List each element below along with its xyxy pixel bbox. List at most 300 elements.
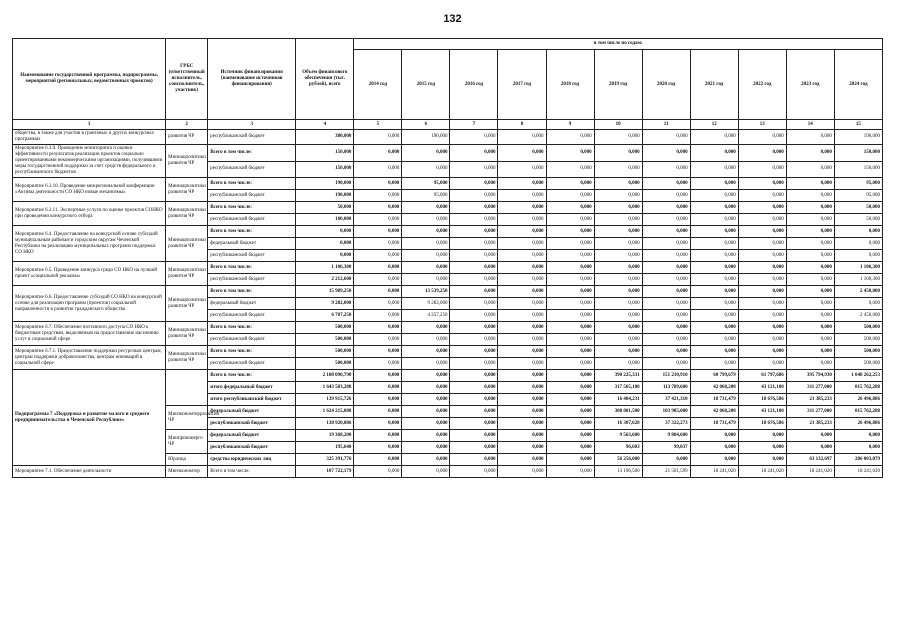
year-value-cell: 308 001,500 [594,406,642,418]
year-value-cell: 0,000 [738,262,786,274]
year-value-cell: 390 225,331 [594,370,642,382]
year-value-cell: 0,000 [354,418,402,430]
year-value-cell: 61 797,686 [738,370,786,382]
year-value-cell: 0,000 [738,298,786,310]
year-value-cell: 1 048 262,253 [834,370,882,382]
year-value-cell: 0,000 [498,382,546,394]
year-value-cell: 26 496,886 [834,418,882,430]
year-value-cell: 0,000 [738,130,786,145]
year-value-cell: 0,000 [354,322,402,334]
source-cell: республиканский бюджет [208,334,296,346]
year-value-cell: 0,000 [546,250,594,262]
table-row [13,130,883,145]
year-value-cell: 0,000 [498,442,546,454]
year-value-cell: 0,000 [498,406,546,418]
year-value-cell: 0,000 [354,382,402,394]
volume-cell: 139 915,726 [296,394,354,406]
year-value-cell: 0,000 [498,466,546,478]
volume-cell: 500,000 [296,322,354,334]
year-value-cell: 0,000 [354,286,402,298]
year-value-cell: 18 731,479 [690,394,738,406]
year-value-cell: 0,000 [450,406,498,418]
volume-cell: 0,000 [296,238,354,250]
year-value-cell: 0,000 [642,334,690,346]
year-value-cell: 9 563,600 [594,430,642,442]
year-value-cell: 0,000 [450,298,498,310]
year-value-cell: 0,000 [546,145,594,162]
year-value-cell: 0,000 [402,226,450,238]
year-value-cell: 0,000 [402,406,450,418]
year-value-cell: 0,000 [594,358,642,370]
year-value-cell: 500,000 [834,358,882,370]
year-value-cell: 4 257,250 [402,310,450,322]
year-value-cell: 815 762,288 [834,406,882,418]
column-index: 12 [690,120,738,130]
year-value-cell: 0,000 [546,178,594,190]
year-value-cell: 18 676,586 [738,394,786,406]
year-value-cell: 0,000 [546,226,594,238]
year-value-cell: 0,000 [690,286,738,298]
year-value-cell: 0,000 [546,274,594,286]
year-value-cell: 0,000 [738,322,786,334]
source-cell: республиканский бюджет [208,250,296,262]
year-value-cell: 0,000 [546,394,594,406]
year-value-cell: 0,000 [354,370,402,382]
year-value-cell: 0,000 [498,370,546,382]
year-value-cell: 9 804,600 [642,430,690,442]
year-value-cell: 0,000 [498,286,546,298]
year-value-cell: 0,000 [786,430,834,442]
year-value-cell: 311 277,000 [786,406,834,418]
year-value-cell: 0,000 [354,334,402,346]
year-value-cell: 0,000 [450,178,498,190]
year-value-cell: 0,000 [402,274,450,286]
volume-cell: 15 989,250 [296,286,354,298]
year-value-cell: 815 762,288 [834,382,882,394]
table-row [13,370,883,382]
year-value-cell: 0,000 [354,394,402,406]
year-value-cell: 0,000 [834,430,882,442]
volume-cell: 0,000 [296,250,354,262]
year-value-cell: 0,000 [498,394,546,406]
grbs-cell: развития ЧР [166,130,208,145]
year-value-cell: 0,000 [738,202,786,214]
volume-cell: 1 106,300 [296,262,354,274]
year-value-cell: 0,000 [354,430,402,442]
year-value-cell: 0,000 [642,454,690,466]
year-value-cell: 0,000 [690,214,738,226]
year-value-cell: 0,000 [354,454,402,466]
year-value-cell: 0,000 [834,298,882,310]
column-index: 7 [450,120,498,130]
year-value-cell: 0,000 [450,202,498,214]
year-value-cell: 0,000 [354,161,402,178]
year-value-cell: 63 132,697 [786,454,834,466]
year-value-cell: 113 789,600 [642,382,690,394]
year-value-cell: 0,000 [690,442,738,454]
year-value-cell: 0,000 [642,161,690,178]
header-volume: Объем финансового обеспечения (тыс. рублей), всего [296,39,354,120]
year-value-cell: 0,000 [690,226,738,238]
year-value-cell: 0,000 [594,346,642,358]
header-year: 2022 год [738,50,786,120]
year-value-cell: 0,000 [642,322,690,334]
year-value-cell: 0,000 [642,145,690,162]
header-year: 2023 год [786,50,834,120]
year-value-cell: 0,000 [498,178,546,190]
year-value-cell: 0,000 [594,274,642,286]
volume-cell: 50,000 [296,202,354,214]
year-value-cell: 0,000 [642,214,690,226]
year-value-cell: 0,000 [402,161,450,178]
source-cell: Всего в том числе: [208,145,296,162]
year-value-cell: 0,000 [498,346,546,358]
volume-cell: 2 212,600 [296,274,354,286]
subprogram-name: Подпрограмма 7 «Поддержка и развитие малого и среднего предпринимательства в Чеченской Республике» [13,370,166,466]
grbs-cell: Минэкономтер [166,466,208,478]
volume-cell: 9 282,000 [296,298,354,310]
year-value-cell: 395 794,930 [786,370,834,382]
year-value-cell: 0,000 [546,358,594,370]
year-value-cell: 0,000 [354,406,402,418]
year-value-cell: 21 385,233 [786,418,834,430]
source-cell: федеральный бюджет [208,238,296,250]
grbs-cell: Миннацполитики развития ЧР [166,226,208,262]
year-value-cell: 0,000 [546,454,594,466]
year-value-cell: 0,000 [546,262,594,274]
column-index: 15 [834,120,882,130]
year-value-cell: 96,603 [594,442,642,454]
year-value-cell: 0,000 [786,250,834,262]
year-value-cell: 95,000 [834,178,882,190]
year-value-cell: 0,000 [546,214,594,226]
source-cell: Всего в том числе: [208,466,296,478]
year-value-cell: 0,000 [546,130,594,145]
year-value-cell: 95,000 [402,178,450,190]
year-value-cell: 0,000 [450,322,498,334]
measure-name: Мероприятие 6.6. Предоставление субсидий СО НКО на конкурсной основе для реализации программ (проектов) социальной направленности в развитии гражданского общества [13,286,166,322]
year-value-cell: 13 539,250 [402,286,450,298]
source-cell: Всего в том числе: [208,322,296,334]
source-cell: Всего в том числе: [208,286,296,298]
column-index: 8 [498,120,546,130]
year-value-cell: 0,000 [546,442,594,454]
year-value-cell: 0,000 [402,466,450,478]
year-value-cell: 50,000 [834,214,882,226]
year-value-cell: 0,000 [738,274,786,286]
source-cell: итого федеральный бюджет [208,382,296,394]
year-value-cell: 0,000 [594,202,642,214]
year-value-cell: 26 496,886 [834,394,882,406]
year-value-cell: 0,000 [786,334,834,346]
year-value-cell: 317 565,100 [594,382,642,394]
year-value-cell: 0,000 [546,202,594,214]
year-value-cell: 0,000 [738,334,786,346]
year-value-cell: 0,000 [498,274,546,286]
year-value-cell: 0,000 [690,430,738,442]
year-value-cell: 0,000 [402,346,450,358]
year-value-cell: 60 799,679 [690,370,738,382]
year-value-cell: 0,000 [738,346,786,358]
source-cell: республиканский бюджет [208,442,296,454]
year-value-cell: 0,000 [498,214,546,226]
page-number: 132 [443,13,462,25]
year-value-cell: 0,000 [450,130,498,145]
year-value-cell: 43 121,100 [738,382,786,394]
year-value-cell: 0,000 [498,358,546,370]
volume-cell: 6 707,250 [296,310,354,322]
table-row [13,178,883,190]
year-value-cell: 1 106,300 [834,262,882,274]
header-years-group: в том числе по годам: [354,39,883,50]
source-cell: республиканский бюджет [208,358,296,370]
source-cell: республиканский бюджет [208,418,296,430]
measure-name: Мероприятие 6.3.11. Экспертные услуги по оценке проектов СОНКО при проведении конкурсного отбора [13,202,166,226]
year-value-cell: 18 241,020 [690,466,738,478]
year-value-cell: 0,000 [450,346,498,358]
year-value-cell: 0,000 [354,262,402,274]
year-value-cell: 0,000 [450,310,498,322]
year-value-cell: 0,000 [498,418,546,430]
year-value-cell: 56 256,000 [594,454,642,466]
year-value-cell: 0,000 [354,346,402,358]
year-value-cell: 0,000 [450,466,498,478]
year-value-cell: 150,000 [834,161,882,178]
year-value-cell: 0,000 [834,238,882,250]
year-value-cell: 311 277,000 [786,382,834,394]
year-value-cell: 0,000 [402,358,450,370]
year-value-cell: 0,000 [690,145,738,162]
year-value-cell: 0,000 [834,250,882,262]
year-value-cell: 0,000 [786,214,834,226]
year-value-cell: 0,000 [450,262,498,274]
volume-cell: 107 722,179 [296,466,354,478]
table-row [13,322,883,334]
year-value-cell: 2 450,000 [834,310,882,322]
grbs-cell: Миннацполитики развития ЧР [166,202,208,226]
year-value-cell: 0,000 [450,442,498,454]
year-value-cell: 0,000 [546,406,594,418]
year-value-cell: 151 210,910 [642,370,690,382]
year-value-cell: 0,000 [354,190,402,202]
source-cell: средства юридических лиц [208,454,296,466]
year-value-cell: 0,000 [450,286,498,298]
source-cell: Всего в том числе: [208,226,296,238]
measure-name: Мероприятие 6.7. Обеспечение поэтапного доступа СО НКО к бюджетным средствам, выделяемым на предоставление населению услуг в социальной сфере [13,322,166,346]
year-value-cell: 0,000 [354,202,402,214]
year-value-cell: 0,000 [498,454,546,466]
year-value-cell: 0,000 [594,334,642,346]
measure-name: Мероприятие 6.3.10. Проведение межрегиональной конференции «Активы деятельности СО НКО новые механизмы» [13,178,166,202]
year-value-cell: 103 985,000 [642,406,690,418]
year-value-cell: 0,000 [402,430,450,442]
volume-cell: 2 108 090,790 [296,370,354,382]
year-value-cell: 0,000 [594,178,642,190]
header-year: 2019 год [594,50,642,120]
year-value-cell: 0,000 [450,226,498,238]
year-value-cell: 0,000 [690,358,738,370]
year-value-cell: 0,000 [738,214,786,226]
table-row [13,145,883,162]
year-value-cell: 18 241,020 [738,466,786,478]
year-value-cell: 9 282,000 [402,298,450,310]
year-value-cell: 0,000 [546,161,594,178]
year-value-cell: 206 003,079 [834,454,882,466]
header-grbs: ГРБС (ответственный исполнитель, соисполнитель, участник) [166,39,208,120]
year-value-cell: 0,000 [690,454,738,466]
year-value-cell: 0,000 [546,334,594,346]
column-index: 10 [594,120,642,130]
volume-cell: 500,000 [296,346,354,358]
year-value-cell: 0,000 [546,298,594,310]
header-source: Источник финансирования (наименование источников финансирования) [208,39,296,120]
volume-cell: 190,000 [296,190,354,202]
year-value-cell: 0,000 [546,286,594,298]
year-value-cell: 0,000 [450,418,498,430]
year-value-cell: 0,000 [498,145,546,162]
year-value-cell: 0,000 [594,250,642,262]
table-row [13,262,883,274]
year-value-cell: 0,000 [402,250,450,262]
grbs-cell: Миннацполитики развития ЧР [166,286,208,322]
source-cell: итого республиканский бюджет [208,394,296,406]
year-value-cell: 0,000 [594,214,642,226]
year-value-cell: 0,000 [738,226,786,238]
year-value-cell: 0,000 [546,418,594,430]
year-value-cell: 0,000 [690,262,738,274]
year-value-cell: 0,000 [450,430,498,442]
year-value-cell: 0,000 [642,286,690,298]
year-value-cell: 0,000 [354,226,402,238]
year-value-cell: 0,000 [498,322,546,334]
year-value-cell: 0,000 [546,382,594,394]
year-value-cell: 0,000 [786,358,834,370]
year-value-cell: 0,000 [738,310,786,322]
year-value-cell: 0,000 [738,238,786,250]
source-cell: республиканский бюджет [208,310,296,322]
year-value-cell: 0,000 [450,382,498,394]
measure-name: Мероприятие 6.7.1. Предоставление поддержки ресурсным центрам, центрам поддержки добровольчества, центрам инноваций в социальной сфере [13,346,166,370]
year-value-cell: 0,000 [546,238,594,250]
year-value-cell: 0,000 [546,310,594,322]
year-value-cell: 0,000 [642,190,690,202]
year-value-cell: 0,000 [690,178,738,190]
volume-cell: 1 643 583,288 [296,382,354,394]
year-value-cell: 0,000 [642,226,690,238]
measure-name: общества, в также для участия в грантовых и других конкурсных программах [13,130,166,145]
year-value-cell: 0,000 [642,262,690,274]
year-value-cell: 0,000 [498,238,546,250]
year-value-cell: 0,000 [642,298,690,310]
year-value-cell: 37 322,273 [642,418,690,430]
year-value-cell: 0,000 [354,466,402,478]
year-value-cell: 0,000 [786,178,834,190]
grbs-cell: Минэкономтерразвития ЧР [166,406,208,430]
year-value-cell: 0,000 [738,250,786,262]
year-value-cell: 18 731,479 [690,418,738,430]
source-cell: Всего в том числе: [208,178,296,190]
year-value-cell: 0,000 [690,334,738,346]
year-value-cell: 0,000 [450,145,498,162]
year-value-cell: 21 561,599 [642,466,690,478]
year-value-cell: 0,000 [786,145,834,162]
source-cell: республиканский бюджет [208,214,296,226]
year-value-cell: 0,000 [786,286,834,298]
year-value-cell: 13 196,500 [594,466,642,478]
year-value-cell: 42 068,200 [690,382,738,394]
source-cell: Всего в том числе: [208,202,296,214]
year-value-cell: 0,000 [786,298,834,310]
year-value-cell: 0,000 [450,238,498,250]
year-value-cell: 0,000 [690,238,738,250]
year-value-cell: 0,000 [594,145,642,162]
volume-cell: 500,000 [296,334,354,346]
header-year: 2017 год [498,50,546,120]
year-value-cell: 0,000 [786,322,834,334]
year-value-cell: 0,000 [690,322,738,334]
year-value-cell: 18 676,586 [738,418,786,430]
year-value-cell: 0,000 [546,430,594,442]
year-value-cell: 0,000 [642,202,690,214]
table-row [13,202,883,214]
year-value-cell: 0,000 [546,322,594,334]
year-value-cell: 0,000 [690,298,738,310]
header-name: Наименование государственной программы, подпрограммы, мероприятий (региональных, ведомственных проектов) [13,39,166,120]
grbs-cell: Юрлица [166,454,208,466]
header-year: 2021 год [690,50,738,120]
grbs-cell: Миннацполитики развития ЧР [166,262,208,286]
header-year: 2014 год [354,50,402,120]
measure-name: Мероприятие 6.3.9. Проведение мониторинга и оценки эффективности результатов реализации проектов социально ориентированными некоммерческими организациями, получившими меры государственной поддержки за счет средств федерального и республиканского бюджетов [13,145,166,178]
year-value-cell: 16 404,231 [594,394,642,406]
source-cell: Всего в том числе: [208,262,296,274]
volume-cell: 190,000 [296,178,354,190]
year-value-cell: 0,000 [786,274,834,286]
year-value-cell: 50,000 [834,202,882,214]
header-year: 2020 год [642,50,690,120]
column-index: 2 [166,120,208,130]
year-value-cell: 0,000 [498,310,546,322]
year-value-cell: 0,000 [498,202,546,214]
volume-cell: 150,000 [296,161,354,178]
year-value-cell: 0,000 [786,310,834,322]
year-value-cell: 43 121,100 [738,406,786,418]
year-value-cell: 0,000 [642,346,690,358]
year-value-cell: 0,000 [354,442,402,454]
year-value-cell: 0,000 [450,394,498,406]
year-value-cell: 0,000 [594,226,642,238]
header-year: 2024 год [834,50,882,120]
year-value-cell: 0,000 [450,190,498,202]
year-value-cell: 0,000 [738,454,786,466]
year-value-cell: 0,000 [498,298,546,310]
year-value-cell: 21 385,233 [786,394,834,406]
volume-cell: 0,000 [296,226,354,238]
column-index: 4 [296,120,354,130]
column-index: 11 [642,120,690,130]
volume-cell: 380,000 [296,130,354,145]
year-value-cell: 0,000 [594,262,642,274]
year-value-cell: 0,000 [402,334,450,346]
year-value-cell: 0,000 [738,442,786,454]
year-value-cell: 0,000 [402,238,450,250]
year-value-cell: 0,000 [594,238,642,250]
year-value-cell: 0,000 [690,310,738,322]
year-value-cell: 0,000 [642,274,690,286]
volume-cell: 1 624 215,088 [296,406,354,418]
header-year: 2018 год [546,50,594,120]
column-index: 6 [402,120,450,130]
